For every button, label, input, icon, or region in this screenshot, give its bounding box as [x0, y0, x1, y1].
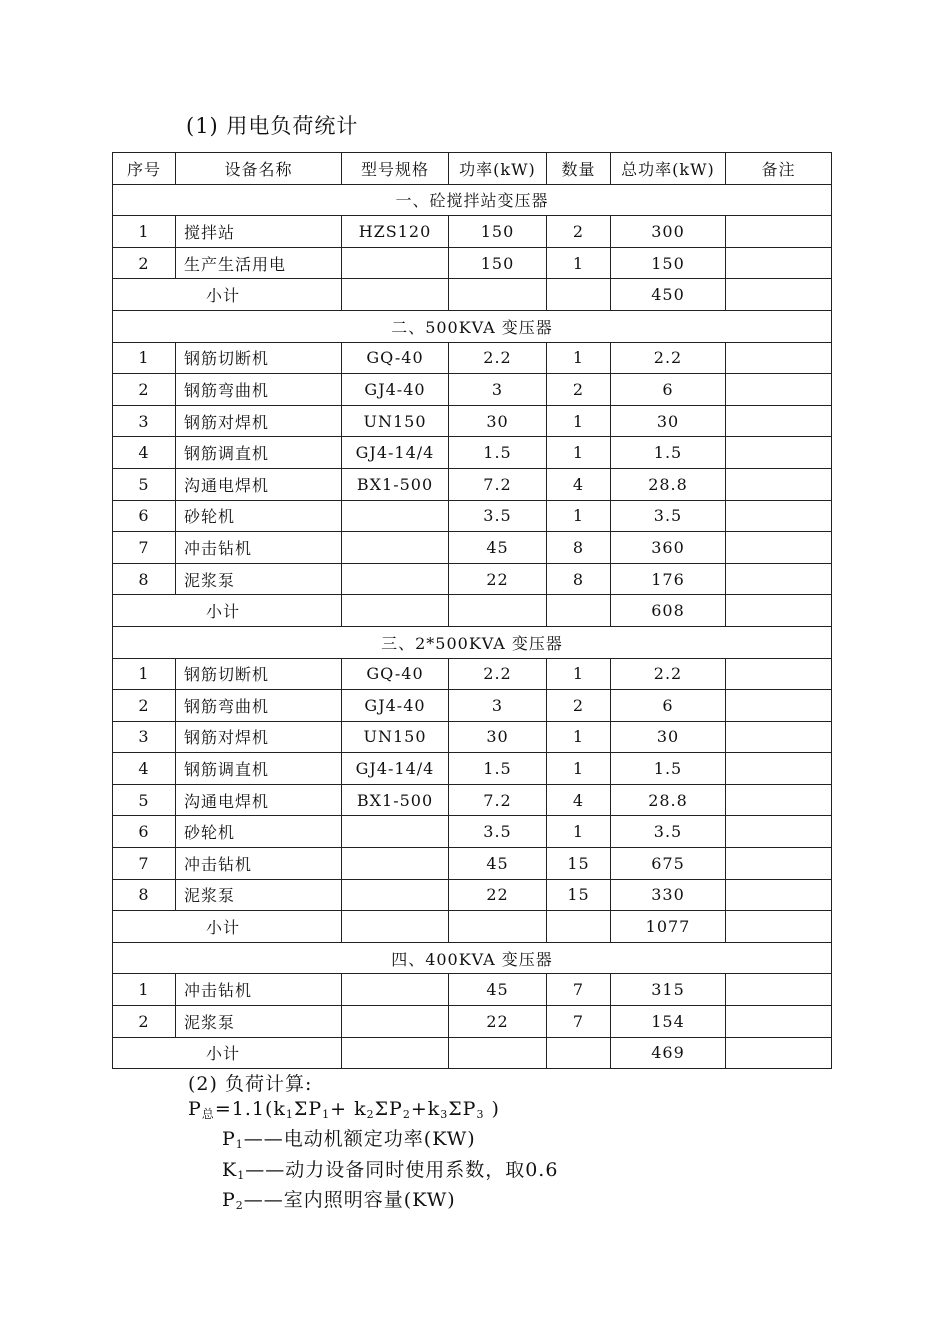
cell-note — [726, 816, 832, 848]
cell-name: 泥浆泵 — [176, 1006, 342, 1038]
cell-total: 176 — [611, 563, 726, 595]
cell-model: GQ-40 — [342, 658, 449, 690]
cell-qty — [547, 911, 611, 943]
cell-note — [726, 500, 832, 532]
cell-name: 钢筋弯曲机 — [176, 690, 342, 722]
cell-power — [449, 595, 547, 627]
cell-total: 1.5 — [611, 753, 726, 785]
cell-power: 30 — [449, 405, 547, 437]
cell-note — [726, 468, 832, 500]
cell-index: 3 — [113, 405, 176, 437]
cell-index: 6 — [113, 816, 176, 848]
cell-model: GQ-40 — [342, 342, 449, 374]
cell-note — [726, 753, 832, 785]
cell-index: 5 — [113, 784, 176, 816]
cell-index: 5 — [113, 468, 176, 500]
cell-power: 22 — [449, 563, 547, 595]
cell-note — [726, 848, 832, 880]
cell-total: 150 — [611, 247, 726, 279]
load-calculation — [188, 1072, 558, 1219]
cell-total: 30 — [611, 405, 726, 437]
cell-model — [342, 1006, 449, 1038]
table-row — [113, 974, 832, 1006]
section-row — [113, 310, 832, 342]
cell-total: 30 — [611, 721, 726, 753]
cell-qty: 1 — [547, 405, 611, 437]
cell-power — [449, 1037, 547, 1069]
column-header: 功率(kW) — [449, 153, 547, 185]
cell-name: 泥浆泵 — [176, 879, 342, 911]
definition-k1: $K_1——$动力设备同时使用系数，取0.6 — [222, 1158, 559, 1182]
cell-name: 泥浆泵 — [176, 563, 342, 595]
cell-index: 1 — [113, 974, 176, 1006]
cell-qty: 1 — [547, 753, 611, 785]
calc-title: (2) 负荷计算: — [188, 1073, 313, 1095]
cell-model — [342, 595, 449, 627]
cell-total: 6 — [611, 690, 726, 722]
column-header: 型号规格 — [342, 153, 449, 185]
cell-total: 330 — [611, 879, 726, 911]
cell-power — [449, 911, 547, 943]
cell-index: 1 — [113, 342, 176, 374]
cell-name: 生产生活用电 — [176, 247, 342, 279]
cell-qty: 1 — [547, 437, 611, 469]
cell-model: BX1-500 — [342, 468, 449, 500]
cell-qty: 4 — [547, 784, 611, 816]
cell-model — [342, 848, 449, 880]
section-title: 三、2*500KVA 变压器 — [113, 626, 832, 658]
cell-power: 30 — [449, 721, 547, 753]
cell-qty — [547, 1037, 611, 1069]
table-row — [113, 405, 832, 437]
subtotal-value: 1077 — [611, 911, 726, 943]
subtotal-value: 450 — [611, 279, 726, 311]
cell-model: BX1-500 — [342, 784, 449, 816]
column-header: 数量 — [547, 153, 611, 185]
cell-model — [342, 974, 449, 1006]
subtotal-label: 小计 — [113, 911, 342, 943]
cell-qty: 2 — [547, 690, 611, 722]
cell-index: 2 — [113, 1006, 176, 1038]
cell-power: 45 — [449, 532, 547, 564]
subtotal-label: 小计 — [113, 279, 342, 311]
cell-model: GJ4-40 — [342, 690, 449, 722]
load-table — [112, 152, 832, 1069]
cell-total: 154 — [611, 1006, 726, 1038]
column-header: 备注 — [726, 153, 832, 185]
cell-qty: 1 — [547, 500, 611, 532]
table-row — [113, 658, 832, 690]
table-row — [113, 784, 832, 816]
cell-power: 45 — [449, 974, 547, 1006]
cell-qty: 4 — [547, 468, 611, 500]
subtotal-value: 608 — [611, 595, 726, 627]
cell-power: 7.2 — [449, 468, 547, 500]
cell-total: 360 — [611, 532, 726, 564]
cell-index: 8 — [113, 563, 176, 595]
subtotal-label: 小计 — [113, 1037, 342, 1069]
cell-name: 砂轮机 — [176, 816, 342, 848]
cell-note — [726, 658, 832, 690]
table-row — [113, 721, 832, 753]
cell-note — [726, 1006, 832, 1038]
cell-total: 675 — [611, 848, 726, 880]
cell-note — [726, 595, 832, 627]
table-row — [113, 563, 832, 595]
cell-qty: 1 — [547, 658, 611, 690]
table-row — [113, 848, 832, 880]
cell-index: 7 — [113, 532, 176, 564]
cell-index: 2 — [113, 690, 176, 722]
subtotal-label: 小计 — [113, 595, 342, 627]
cell-power: 3.5 — [449, 816, 547, 848]
cell-index: 1 — [113, 658, 176, 690]
cell-total: 28.8 — [611, 784, 726, 816]
section-title: 二、500KVA 变压器 — [113, 310, 832, 342]
cell-name: 沟通电焊机 — [176, 784, 342, 816]
cell-qty: 8 — [547, 532, 611, 564]
table-row — [113, 216, 832, 248]
table-row — [113, 468, 832, 500]
column-header: 序号 — [113, 153, 176, 185]
cell-note — [726, 437, 832, 469]
cell-model — [342, 532, 449, 564]
cell-note — [726, 342, 832, 374]
cell-total: 3.5 — [611, 500, 726, 532]
cell-qty: 1 — [547, 721, 611, 753]
cell-model — [342, 879, 449, 911]
cell-name: 沟通电焊机 — [176, 468, 342, 500]
section-title: 一、砼搅拌站变压器 — [113, 184, 832, 216]
column-header: 设备名称 — [176, 153, 342, 185]
cell-index: 6 — [113, 500, 176, 532]
cell-note — [726, 247, 832, 279]
cell-index: 1 — [113, 216, 176, 248]
cell-note — [726, 784, 832, 816]
cell-note — [726, 690, 832, 722]
cell-index: 8 — [113, 879, 176, 911]
definition-p2: $P_2——$室内照明容量(KW) — [222, 1189, 456, 1212]
cell-index: 2 — [113, 247, 176, 279]
cell-index: 4 — [113, 437, 176, 469]
subtotal-value: 469 — [611, 1037, 726, 1069]
subtotal-row — [113, 595, 832, 627]
cell-model — [342, 279, 449, 311]
cell-model — [342, 500, 449, 532]
cell-name: 钢筋调直机 — [176, 753, 342, 785]
cell-note — [726, 879, 832, 911]
table-row — [113, 879, 832, 911]
cell-qty: 2 — [547, 216, 611, 248]
cell-qty: 7 — [547, 1006, 611, 1038]
table-row — [113, 374, 832, 406]
cell-note — [726, 911, 832, 943]
cell-qty: 2 — [547, 374, 611, 406]
cell-total: 1.5 — [611, 437, 726, 469]
section-row — [113, 626, 832, 658]
cell-model: UN150 — [342, 721, 449, 753]
table-row — [113, 247, 832, 279]
cell-note — [726, 216, 832, 248]
cell-power: 1.5 — [449, 437, 547, 469]
table-row — [113, 437, 832, 469]
cell-qty: 15 — [547, 879, 611, 911]
cell-name: 钢筋切断机 — [176, 658, 342, 690]
cell-power: 150 — [449, 216, 547, 248]
cell-power: 1.5 — [449, 753, 547, 785]
cell-qty: 15 — [547, 848, 611, 880]
cell-model: UN150 — [342, 405, 449, 437]
table-row — [113, 342, 832, 374]
cell-index: 3 — [113, 721, 176, 753]
cell-note — [726, 974, 832, 1006]
cell-index: 7 — [113, 848, 176, 880]
cell-model — [342, 247, 449, 279]
section-row — [113, 942, 832, 974]
cell-power: 45 — [449, 848, 547, 880]
cell-index: 2 — [113, 374, 176, 406]
cell-model: GJ4-14/4 — [342, 437, 449, 469]
cell-power: 3 — [449, 374, 547, 406]
cell-model — [342, 563, 449, 595]
cell-name: 冲击钻机 — [176, 974, 342, 1006]
cell-model — [342, 1037, 449, 1069]
cell-power: 150 — [449, 247, 547, 279]
formula: $P_总=1.1(k_1\Sigma P_1+ k_2\Sigma P_2+k_3\Sigma P_3$ ) — [188, 1097, 500, 1121]
cell-name: 钢筋对焊机 — [176, 405, 342, 437]
cell-note — [726, 1037, 832, 1069]
cell-note — [726, 721, 832, 753]
cell-total: 315 — [611, 974, 726, 1006]
cell-name: 钢筋切断机 — [176, 342, 342, 374]
cell-total: 3.5 — [611, 816, 726, 848]
cell-name: 钢筋调直机 — [176, 437, 342, 469]
section-row — [113, 184, 832, 216]
cell-name: 钢筋弯曲机 — [176, 374, 342, 406]
cell-power: 22 — [449, 879, 547, 911]
section-heading: (1) 用电负荷统计 — [186, 114, 359, 138]
cell-power: 7.2 — [449, 784, 547, 816]
table-row — [113, 753, 832, 785]
cell-qty: 1 — [547, 816, 611, 848]
cell-qty — [547, 595, 611, 627]
cell-total: 300 — [611, 216, 726, 248]
cell-qty: 7 — [547, 974, 611, 1006]
cell-model: GJ4-14/4 — [342, 753, 449, 785]
cell-note — [726, 532, 832, 564]
cell-power: 22 — [449, 1006, 547, 1038]
table-row — [113, 1006, 832, 1038]
cell-name: 冲击钻机 — [176, 848, 342, 880]
section-title: 四、400KVA 变压器 — [113, 942, 832, 974]
cell-qty: 1 — [547, 342, 611, 374]
subtotal-row — [113, 1037, 832, 1069]
cell-total: 28.8 — [611, 468, 726, 500]
cell-qty: 8 — [547, 563, 611, 595]
cell-power: 3.5 — [449, 500, 547, 532]
table-row — [113, 690, 832, 722]
cell-qty — [547, 279, 611, 311]
cell-total: 6 — [611, 374, 726, 406]
table-row — [113, 816, 832, 848]
cell-note — [726, 563, 832, 595]
cell-model: HZS120 — [342, 216, 449, 248]
cell-power: 2.2 — [449, 342, 547, 374]
cell-name: 冲击钻机 — [176, 532, 342, 564]
column-header: 总功率(kW) — [611, 153, 726, 185]
cell-power — [449, 279, 547, 311]
cell-model — [342, 816, 449, 848]
cell-note — [726, 374, 832, 406]
cell-name: 搅拌站 — [176, 216, 342, 248]
header-row — [113, 153, 832, 185]
table-row — [113, 500, 832, 532]
definition-p1: $P_1——$电动机额定功率(KW) — [222, 1128, 476, 1151]
cell-power: 2.2 — [449, 658, 547, 690]
cell-qty: 1 — [547, 247, 611, 279]
cell-model — [342, 911, 449, 943]
cell-total: 2.2 — [611, 658, 726, 690]
table-row — [113, 532, 832, 564]
subtotal-row — [113, 279, 832, 311]
cell-name: 砂轮机 — [176, 500, 342, 532]
cell-note — [726, 405, 832, 437]
cell-model: GJ4-40 — [342, 374, 449, 406]
cell-name: 钢筋对焊机 — [176, 721, 342, 753]
cell-note — [726, 279, 832, 311]
cell-total: 2.2 — [611, 342, 726, 374]
cell-power: 3 — [449, 690, 547, 722]
cell-index: 4 — [113, 753, 176, 785]
subtotal-row — [113, 911, 832, 943]
